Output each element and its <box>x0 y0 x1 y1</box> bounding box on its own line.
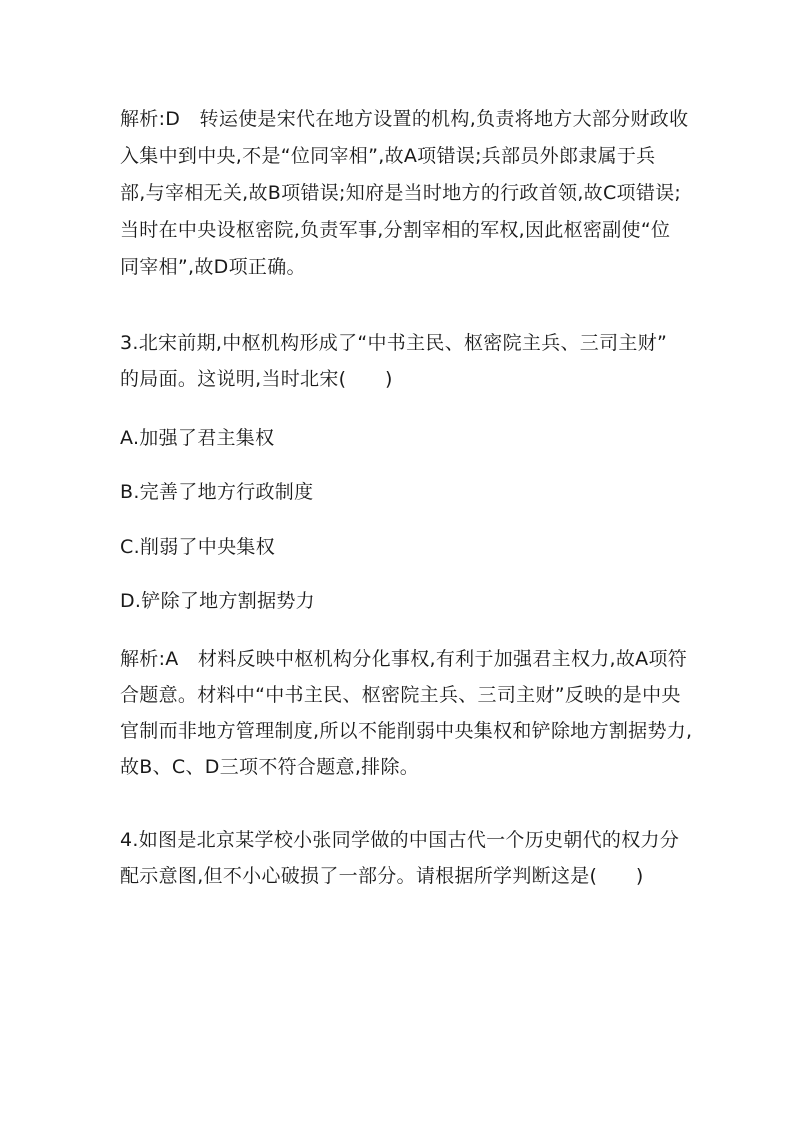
question-4-stem <box>120 822 686 894</box>
analysis-q3-line: 解析:A 材料反映中枢机构分化事权,有利于加强君主权力,故A项符 <box>120 648 688 670</box>
option-text: C.削弱了中央集权 <box>120 536 276 558</box>
analysis-q3-line: 故B、C、D三项不符合题意,排除。 <box>120 756 420 778</box>
analysis-q2-line: 入集中到中央,不是“位同宰相”,故A项错误;兵部员外郎隶属于兵 <box>120 145 656 167</box>
analysis-q2-line: 同宰相”,故D项正确。 <box>120 256 306 278</box>
option-text: A.加强了君主集权 <box>120 427 275 449</box>
option-text: D.铲除了地方割据势力 <box>120 590 315 612</box>
question-3-stem <box>120 325 686 397</box>
question-4-line: 4.如图是北京某学校小张同学做的中国古代一个历史朝代的权力分 <box>120 829 680 851</box>
analysis-q2 <box>120 101 689 286</box>
analysis-q3 <box>120 641 693 785</box>
question-3-line: 的局面。这说明,当时北宋( ) <box>120 368 393 390</box>
question-3-option-d <box>120 585 686 617</box>
question-4-line: 配示意图,但不小心破损了一部分。请根据所学判断这是( ) <box>120 865 644 887</box>
analysis-q2-line: 当时在中央设枢密院,负责军事,分割宰相的军权,因此枢密副使“位 <box>120 219 671 241</box>
question-3-option-a <box>120 422 686 454</box>
analysis-q3-line: 官制而非地方管理制度,所以不能削弱中央集权和铲除地方割据势力, <box>120 720 693 742</box>
question-3-option-b <box>120 476 686 508</box>
question-3-line: 3.北宋前期,中枢机构形成了“中书主民、枢密院主兵、三司主财” <box>120 332 668 354</box>
analysis-q2-line: 解析:D 转运使是宋代在地方设置的机构,负责将地方大部分财政收 <box>120 108 689 130</box>
question-3-option-c <box>120 531 686 563</box>
analysis-q2-line: 部,与宰相无关,故B项错误;知府是当时地方的行政首领,故C项错误; <box>120 182 682 204</box>
option-text: B.完善了地方行政制度 <box>120 481 314 503</box>
analysis-q3-line: 合题意。材料中“中书主民、枢密院主兵、三司主财”反映的是中央 <box>120 684 681 706</box>
